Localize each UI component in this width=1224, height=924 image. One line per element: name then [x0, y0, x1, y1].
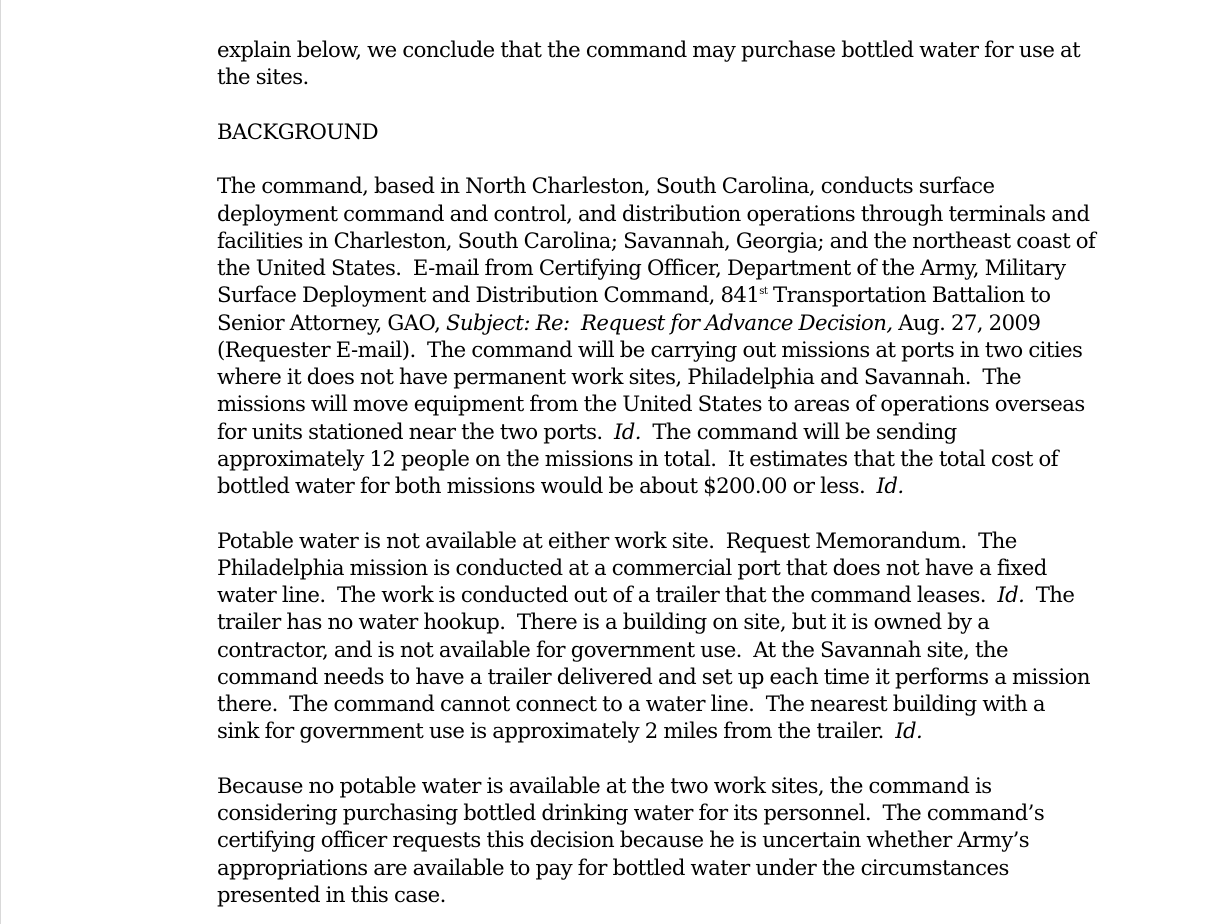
text-line: appropriations are available to pay for bottled water under the circumstances: [217, 854, 1009, 880]
text-segment: Senior Attorney, GAO,: [217, 309, 446, 335]
paragraph-spacer: [217, 499, 1127, 526]
text-segment: bottled water for both missions would be about $200.00 or less.: [217, 473, 877, 498]
paragraph-spacer: [217, 91, 1127, 118]
text-segment: The: [1024, 582, 1075, 607]
text-segment: Surface Deployment and Distribution Command, 841: [217, 282, 760, 308]
text-line: command needs to have a trailer delivered and set up each time it performs a mission: [217, 663, 1090, 689]
id-citation: Id.: [997, 582, 1025, 607]
background-paragraph-3: [217, 772, 1127, 908]
text-line: presented in this case.: [217, 881, 446, 907]
id-citation: Id.: [613, 418, 641, 444]
background-paragraph-1: [217, 172, 1127, 499]
text-line: Because no potable water is available at the two work sites, the command is: [217, 772, 992, 798]
intro-paragraph: [217, 36, 1127, 91]
text-line: Philadelphia mission is conducted at a commercial port that does not have a fixed: [217, 554, 1047, 580]
ordinal-superscript: st: [759, 286, 768, 298]
text-line: [217, 281, 1127, 308]
text-line: [217, 309, 1127, 336]
id-citation: Id.: [895, 718, 923, 744]
section-heading: BACKGROUND: [217, 118, 379, 144]
citation-subject-italic: Subject: Re: Request for Advance Decision,: [445, 309, 893, 335]
background-paragraph-2: [217, 527, 1127, 745]
document-body: [217, 36, 1127, 908]
text-line: deployment command and control, and distribution operations through terminals and: [217, 200, 1090, 226]
paragraph-spacer: [217, 145, 1127, 172]
text-line: missions will move equipment from the United States to areas of operations overseas: [217, 391, 1085, 417]
page-left-edge: [0, 0, 1, 924]
text-segment: The command will be sending: [640, 418, 957, 444]
text-line: certifying officer requests this decision because he is uncertain whether Army’s: [217, 827, 1030, 853]
text-line: [217, 717, 1127, 744]
paragraph-spacer: [217, 745, 1127, 772]
text-segment: for units stationed near the two ports.: [217, 418, 614, 444]
text-segment: water line. The work is conducted out of a trailer that the command leases.: [217, 582, 998, 607]
text-line: facilities in Charleston, South Carolina; Savannah, Georgia; and the northeast coast of: [217, 227, 1096, 253]
text-line: there. The command cannot connect to a water line. The nearest building with a: [217, 691, 1045, 716]
text-line: where it does not have permanent work sites, Philadelphia and Savannah. The: [217, 364, 1021, 389]
text-line: [217, 418, 1127, 445]
text-line: explain below, we conclude that the command may purchase bottled water for use at: [217, 37, 1081, 62]
text-segment: Transportation Battalion to: [767, 282, 1051, 308]
text-line: [217, 472, 1127, 499]
text-line: the sites.: [217, 64, 309, 90]
text-line: approximately 12 people on the missions in total. It estimates that the total cost of: [217, 445, 1058, 471]
text-line: contractor, and is not available for government use. At the Savannah site, the: [217, 636, 1009, 662]
text-line: [217, 581, 1127, 608]
id-citation: Id.: [876, 473, 904, 498]
text-line: The command, based in North Charleston, South Carolina, conducts surface: [217, 173, 995, 199]
text-line: considering purchasing bottled drinking water for its personnel. The command’s: [217, 800, 1045, 825]
text-line: Potable water is not available at either work site. Request Memorandum. The: [217, 527, 1017, 553]
text-segment: sink for government use is approximately 2 miles from the trailer.: [217, 718, 896, 744]
text-segment: Aug. 27, 2009: [892, 309, 1041, 335]
text-line: the United States. E-mail from Certifying Officer, Department of the Army, Military: [217, 255, 1066, 280]
text-line: trailer has no water hookup. There is a building on site, but it is owned by a: [217, 609, 990, 635]
text-line: (Requester E-mail). The command will be carrying out missions at ports in two cities: [217, 336, 1083, 362]
